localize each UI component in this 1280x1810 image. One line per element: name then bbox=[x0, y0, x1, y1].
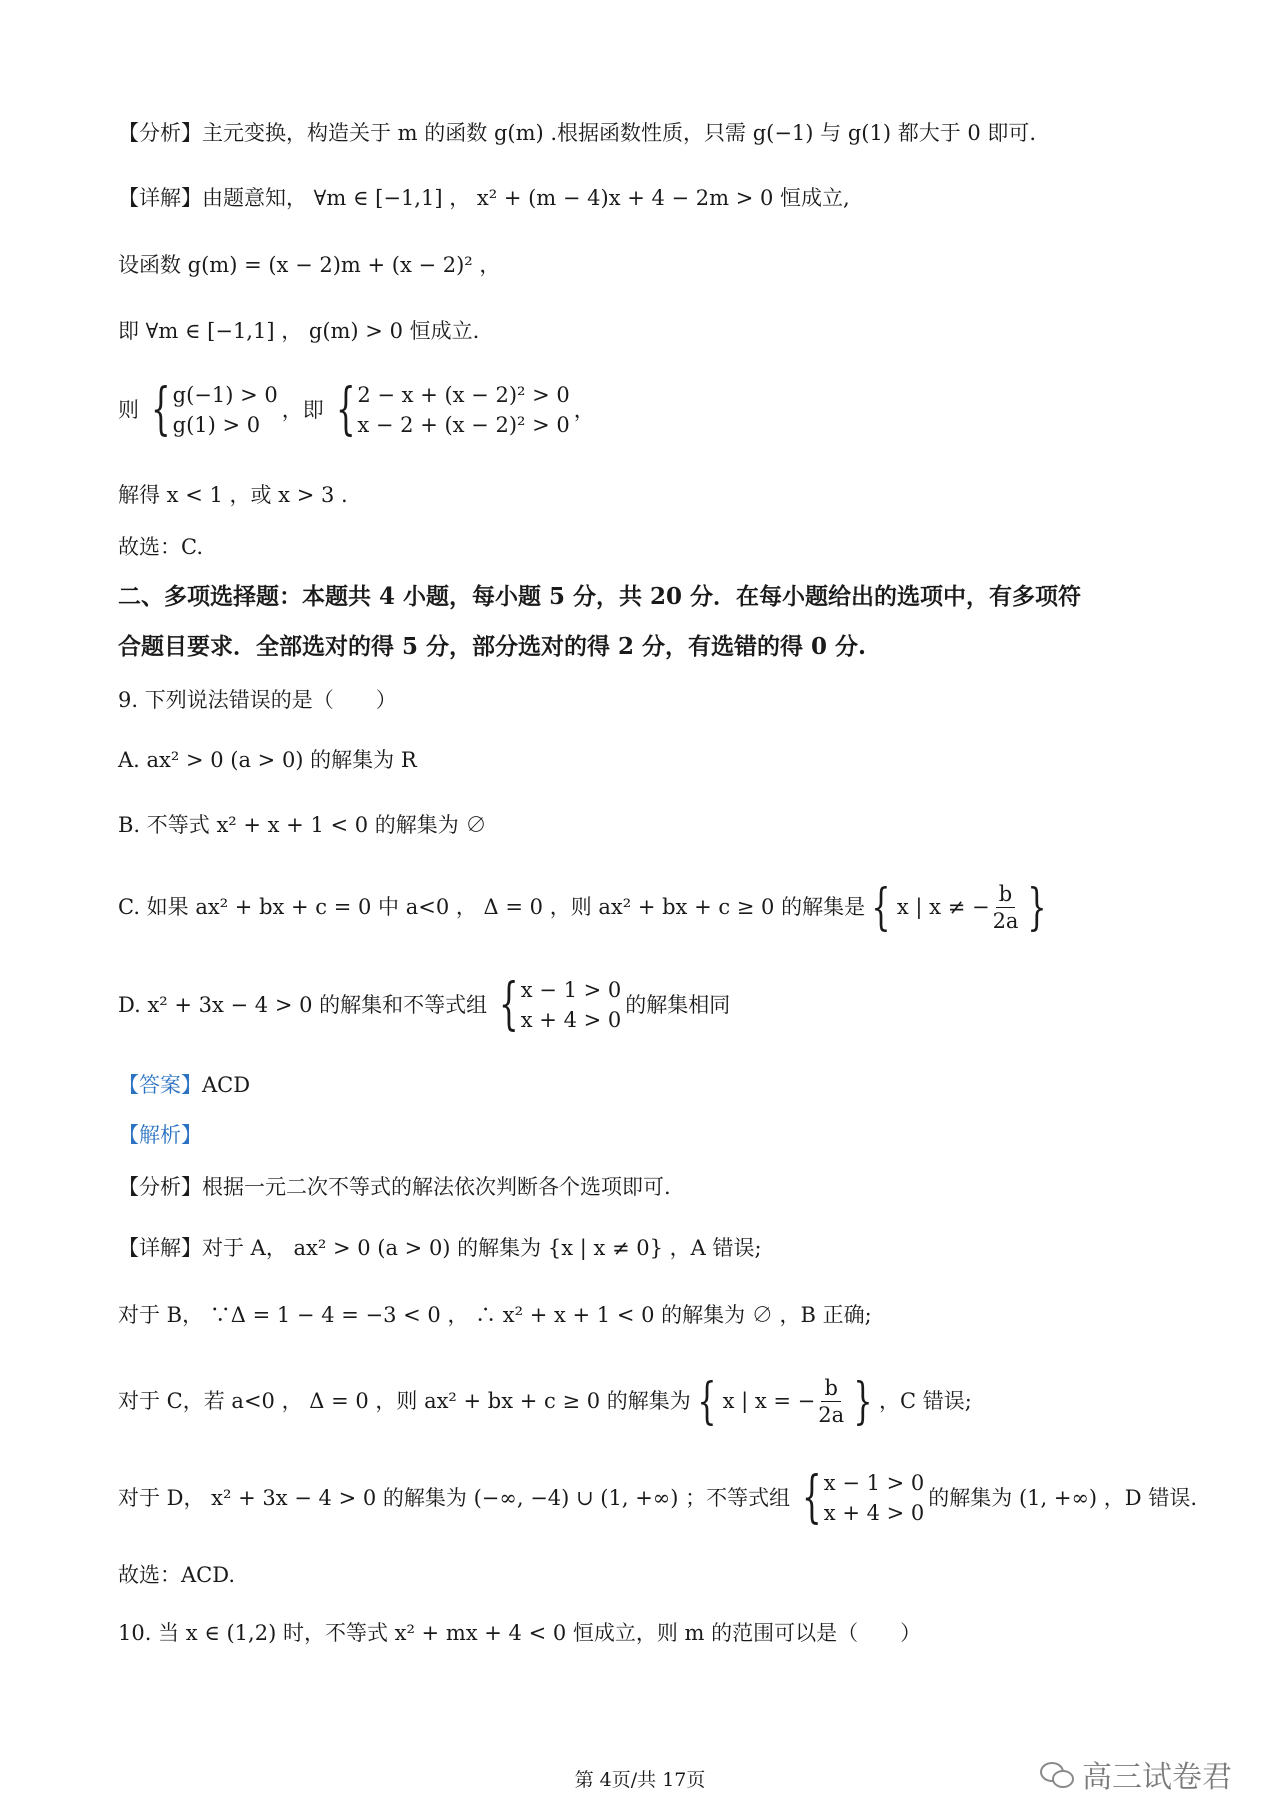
fraction-denominator: 2a bbox=[992, 908, 1019, 933]
option-c-set bbox=[865, 878, 1053, 936]
detail-c-set bbox=[691, 1372, 879, 1430]
option-a: A. ax² > 0 (a > 0) 的解集为 R bbox=[118, 748, 417, 772]
system-row: x − 2 + (x − 2)² > 0 bbox=[357, 413, 570, 437]
set-expression: x | x ≠ − bbox=[896, 895, 990, 919]
left-brace: { bbox=[335, 377, 356, 442]
right-brace: } bbox=[853, 1372, 873, 1430]
analysis-tag: 【分析】 bbox=[118, 121, 202, 145]
analysis-text: 根据一元二次不等式的解法依次判断各个选项即可. bbox=[202, 1175, 671, 1199]
watermark bbox=[1040, 1752, 1232, 1796]
detail-line-2: 设函数 g(m) = (x − 2)m + (x − 2)² ， bbox=[118, 253, 501, 277]
fraction-denominator: 2a bbox=[818, 1402, 845, 1427]
detail-text-1: 由题意知， ∀m ∈ [−1,1] ， x² + (m − 4)x + 4 − 2m > 0 恒成立, bbox=[202, 186, 850, 210]
analysis-line bbox=[118, 118, 1036, 148]
system-row: x + 4 > 0 bbox=[520, 1008, 622, 1032]
system-row: 2 − x + (x − 2)² > 0 bbox=[357, 383, 570, 407]
detail-9-d bbox=[118, 1465, 1197, 1530]
detail-d-text: 对于 D， x² + 3x − 4 > 0 的解集为 (−∞, −4) ∪ (1, +∞) ；不等式组 bbox=[118, 1486, 791, 1510]
detail-9-b: 对于 B， ∵Δ = 1 − 4 = −3 < 0 ， ∴ x² + x + 1 < 0 的解集为 ∅ ，B 正确; bbox=[118, 1303, 872, 1327]
left-brace: { bbox=[871, 878, 891, 936]
choice-line: 故选：C. bbox=[118, 535, 203, 559]
detail-9-c bbox=[118, 1372, 972, 1430]
answer-line bbox=[118, 1070, 250, 1100]
wechat-icon bbox=[1040, 1760, 1074, 1788]
detail-tag: 【详解】 bbox=[118, 186, 202, 210]
option-d bbox=[118, 972, 731, 1037]
fraction-numerator: b bbox=[821, 1375, 840, 1402]
detail-a-text: 对于 A， ax² > 0 (a > 0) 的解集为 {x | x ≠ 0} ，A 错误; bbox=[202, 1236, 762, 1260]
right-brace: } bbox=[1027, 878, 1047, 936]
ie-label: ，即 bbox=[281, 398, 324, 422]
watermark-text: 高三试卷君 bbox=[1082, 1760, 1232, 1795]
detail-c-text: 对于 C，若 a<0 ， Δ = 0 ，则 ax² + bx + c ≥ 0 的解集为 bbox=[118, 1389, 691, 1413]
question-10-stem: 10. 当 x ∈ (1,2) 时，不等式 x² + mx + 4 < 0 恒成立，则 m 的范围可以是（ ） bbox=[118, 1621, 922, 1645]
left-brace: { bbox=[697, 1372, 717, 1430]
left-brace: { bbox=[499, 972, 519, 1037]
option-d-tail: 的解集相同 bbox=[625, 993, 731, 1017]
option-c bbox=[118, 878, 1053, 936]
option-d-system bbox=[491, 972, 622, 1037]
option-d-text: D. x² + 3x − 4 > 0 的解集和不等式组 bbox=[118, 993, 488, 1017]
detail-d-system bbox=[794, 1465, 925, 1530]
fraction-numerator: b bbox=[996, 881, 1015, 908]
answer-tag: 【答案】 bbox=[118, 1073, 202, 1097]
detail-c-tail: ，C 错误; bbox=[878, 1389, 972, 1413]
section-heading-line-2: 合题目要求．全部选对的得 5 分，部分选对的得 2 分，有选错的得 0 分. bbox=[118, 633, 867, 660]
detail-system-line bbox=[118, 377, 595, 442]
left-brace: { bbox=[151, 377, 171, 442]
explanation-tag: 【解析】 bbox=[118, 1123, 202, 1147]
analysis-tag: 【分析】 bbox=[118, 1175, 202, 1199]
system-row: g(−1) > 0 bbox=[172, 383, 278, 407]
system-row: x + 4 > 0 bbox=[823, 1501, 925, 1525]
detail-tag: 【详解】 bbox=[118, 1236, 202, 1260]
question-9-stem: 9. 下列说法错误的是（ ） bbox=[118, 688, 397, 712]
system-row: x − 1 > 0 bbox=[520, 978, 622, 1002]
set-expression: x | x = − bbox=[722, 1389, 816, 1413]
section-heading-line-1: 二、多项选择题：本题共 4 小题，每小题 5 分，共 20 分．在每小题给出的选项中，有多项符 bbox=[118, 583, 1082, 610]
answer-value: ACD bbox=[202, 1073, 251, 1097]
detail-line-1 bbox=[118, 183, 850, 213]
system-tail: ， bbox=[573, 398, 595, 422]
analysis-text: 主元变换，构造关于 m 的函数 g(m) .根据函数性质，只需 g(−1) 与 g(1) 都大于 0 即可. bbox=[202, 121, 1037, 145]
analysis-9-line bbox=[118, 1172, 671, 1202]
detail-d-tail: 的解集为 (1, +∞) ，D 错误. bbox=[928, 1486, 1197, 1510]
fraction bbox=[993, 881, 1019, 934]
detail-9-a bbox=[118, 1233, 762, 1263]
choice-9-line: 故选：ACD. bbox=[118, 1563, 235, 1587]
option-c-text: C. 如果 ax² + bx + c = 0 中 a<0 ， Δ = 0 ，则 ax² + bx + c ≥ 0 的解集是 bbox=[118, 895, 866, 919]
detail-line-3: 即 ∀m ∈ [−1,1] ， g(m) > 0 恒成立. bbox=[118, 319, 480, 343]
solution-line: 解得 x < 1 ，或 x > 3 . bbox=[118, 483, 348, 507]
then-label: 则 bbox=[118, 398, 139, 422]
system-g-values bbox=[143, 377, 278, 442]
system-x-expressions bbox=[328, 377, 570, 442]
system-row: g(1) > 0 bbox=[172, 413, 261, 437]
system-row: x − 1 > 0 bbox=[823, 1471, 925, 1495]
fraction bbox=[818, 1375, 844, 1428]
option-b: B. 不等式 x² + x + 1 < 0 的解集为 ∅ bbox=[118, 813, 487, 837]
page-number: 第 4页/共 17页 bbox=[574, 1769, 706, 1791]
left-brace: { bbox=[802, 1465, 822, 1530]
